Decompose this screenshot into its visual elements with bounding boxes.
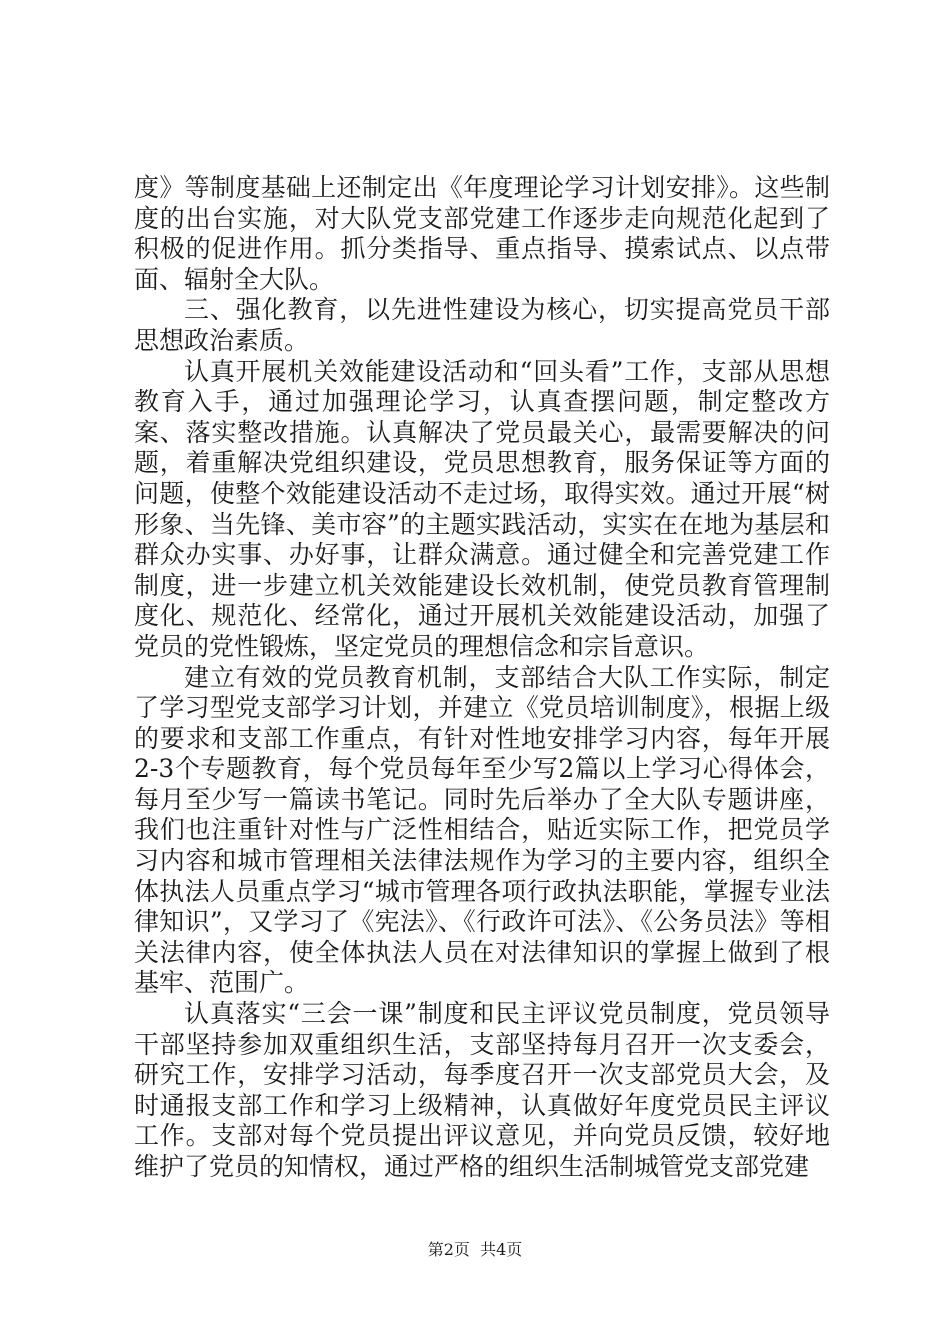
paragraph-efficiency-building: 认真开展机关效能建设活动和“回头看”工作，支部从思想教育入手，通过加强理论学习，认真查摆问题，制定整改方案、落实整改措施。认真解决了党员最关心，最需要解决的问题，着重解决党组织建设，党员思想教育，服务保证等方面的问题，使整个效能建设活动不走过场，取得实效。通过开展“树形象、当先锋、美市容”的主题实践活动，实实在在地为基层和群众办实事、办好事，让群众满意。通过健全和完善党建工作制度，进一步建立机关效能建设长效机制，使党员教育管理制度化、规范化、经常化，通过开展机关效能建设活动，加强了党员的党性锻炼，坚定党员的理想信念和宗旨意识。: [134, 356, 830, 661]
paragraph-continued: 度》等制度基础上还制定出《年度理论学习计划安排》。这些制度的出台实施，对大队党支部党建工作逐步走向规范化起到了积极的促进作用。抓分类指导、重点指导、摸索试点、以点带面、辐射全大队。: [134, 173, 830, 294]
paragraph-three-meetings: 认真落实“三会一课”制度和民主评议党员制度，党员领导干部坚持参加双重组织生活，支部坚持每月召开一次支委会，研究工作，安排学习活动，每季度召开一次支部党员大会，及时通报支部工作和学习上级精神，认真做好年度党员民主评议工作。支部对每个党员提出评议意见，并向党员反馈，较好地维护了党员的知情权，通过严格的组织生活制城管党支部党建: [134, 999, 830, 1181]
section-heading: 三、强化教育，以先进性建设为核心，切实提高党员干部思想政治素质。: [134, 295, 830, 355]
document-body: [134, 173, 830, 1183]
page-number: 第2页: [427, 1240, 470, 1259]
page-total: 共4页: [480, 1240, 523, 1259]
page-footer: [0, 1240, 950, 1260]
paragraph-education-mechanism: 建立有效的党员教育机制，支部结合大队工作实际，制定了学习型党支部学习计划，并建立《党员培训制度》，根据上级的要求和支部工作重点，有针对性地安排学习内容，每年开展2-3个专题教育，每个党员每年至少写2篇以上学习心得体会，每月至少写一篇读书笔记。同时先后举办了全大队专题讲座，我们也注重针对性与广泛性相结合，贴近实际工作，把党员学习内容和城市管理相关法律法规作为学习的主要内容，组织全体执法人员重点学习“城市管理各项行政执法职能，掌握专业法律知识”，又学习了《宪法》、《行政许可法》、《公务员法》等相关法律内容，使全体执法人员在对法律知识的掌握上做到了根基牢、范围广。: [134, 662, 830, 998]
